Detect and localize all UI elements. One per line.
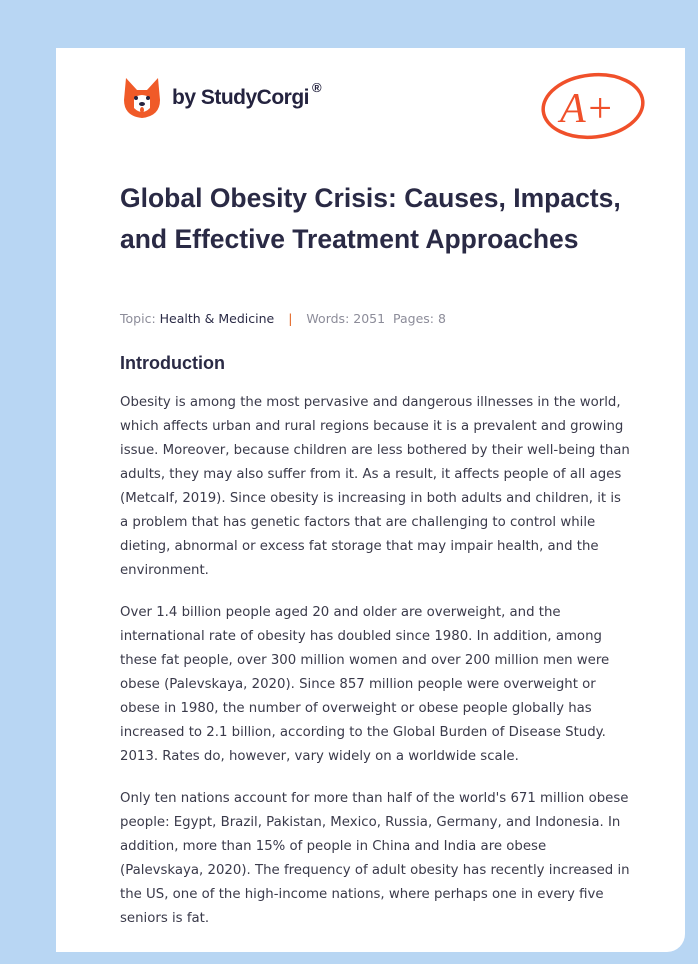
paragraph: Obesity is among the most pervasive and dangerous illnesses in the world, which affects urban and rural regions because it is a prevalent and growing issue. Moreover, because children are less bothered by their well-being than adults, they may also suffer from it. As a result, it affects people of all ages (Metcalf, 2019). Since obesity is increasing in both adults and children, it is a problem that has genetic factors that are challenging to control while dieting, abnormal or excess fat storage that may impair health, and the environment. <box>120 395 630 578</box>
meta-separator: | <box>288 311 293 326</box>
topic-label: Topic: <box>120 311 156 326</box>
brand-name <box>172 80 322 110</box>
section-heading: Introduction <box>120 353 225 373</box>
corgi-icon <box>122 76 162 120</box>
pages-label: Pages: <box>393 311 435 326</box>
registered-mark: ® <box>312 80 322 95</box>
document-card <box>56 48 685 952</box>
studycorgi-logo[interactable] <box>122 76 321 120</box>
a-plus-grade-icon <box>538 70 648 140</box>
pages-count: 8 <box>438 311 446 326</box>
paragraph: Over 1.4 billion people aged 20 and older are overweight, and the international rate of obesity has doubled since 1980. In addition, among these fat people, over 300 million women and over 200 million men were obese (Palevskaya, 2020). Since 857 million people were overweight or obese in 1980, the number of overweight or obese people globally has increased to 2.1 billion, according to the Global Burden of Disease Study. 2013. Rates do, however, vary widely on a worldwide scale. <box>120 605 610 764</box>
grade-text: A+ <box>560 86 614 132</box>
meta-info <box>120 311 446 326</box>
essay-body <box>120 391 632 949</box>
page-title: Global Obesity Crisis: Causes, Impacts, and Effective Treatment Approaches <box>120 183 621 254</box>
paragraph: Only ten nations account for more than half of the world's 671 million obese people: Egypt, Brazil, Pakistan, Mexico, Russia, Germany, and Indonesia. In addition, more than 15% of people in China and India are obese (Palevskaya, 2020). The frequency of adult obesity has recently increased in the US, one of the high-income nations, where perhaps one in every five seniors is fat. <box>120 791 630 926</box>
brand-text: by StudyCorgi <box>172 86 310 109</box>
topic-link[interactable]: Health & Medicine <box>159 311 275 326</box>
words-label: Words: <box>306 311 350 326</box>
words-count: 2051 <box>353 311 386 326</box>
